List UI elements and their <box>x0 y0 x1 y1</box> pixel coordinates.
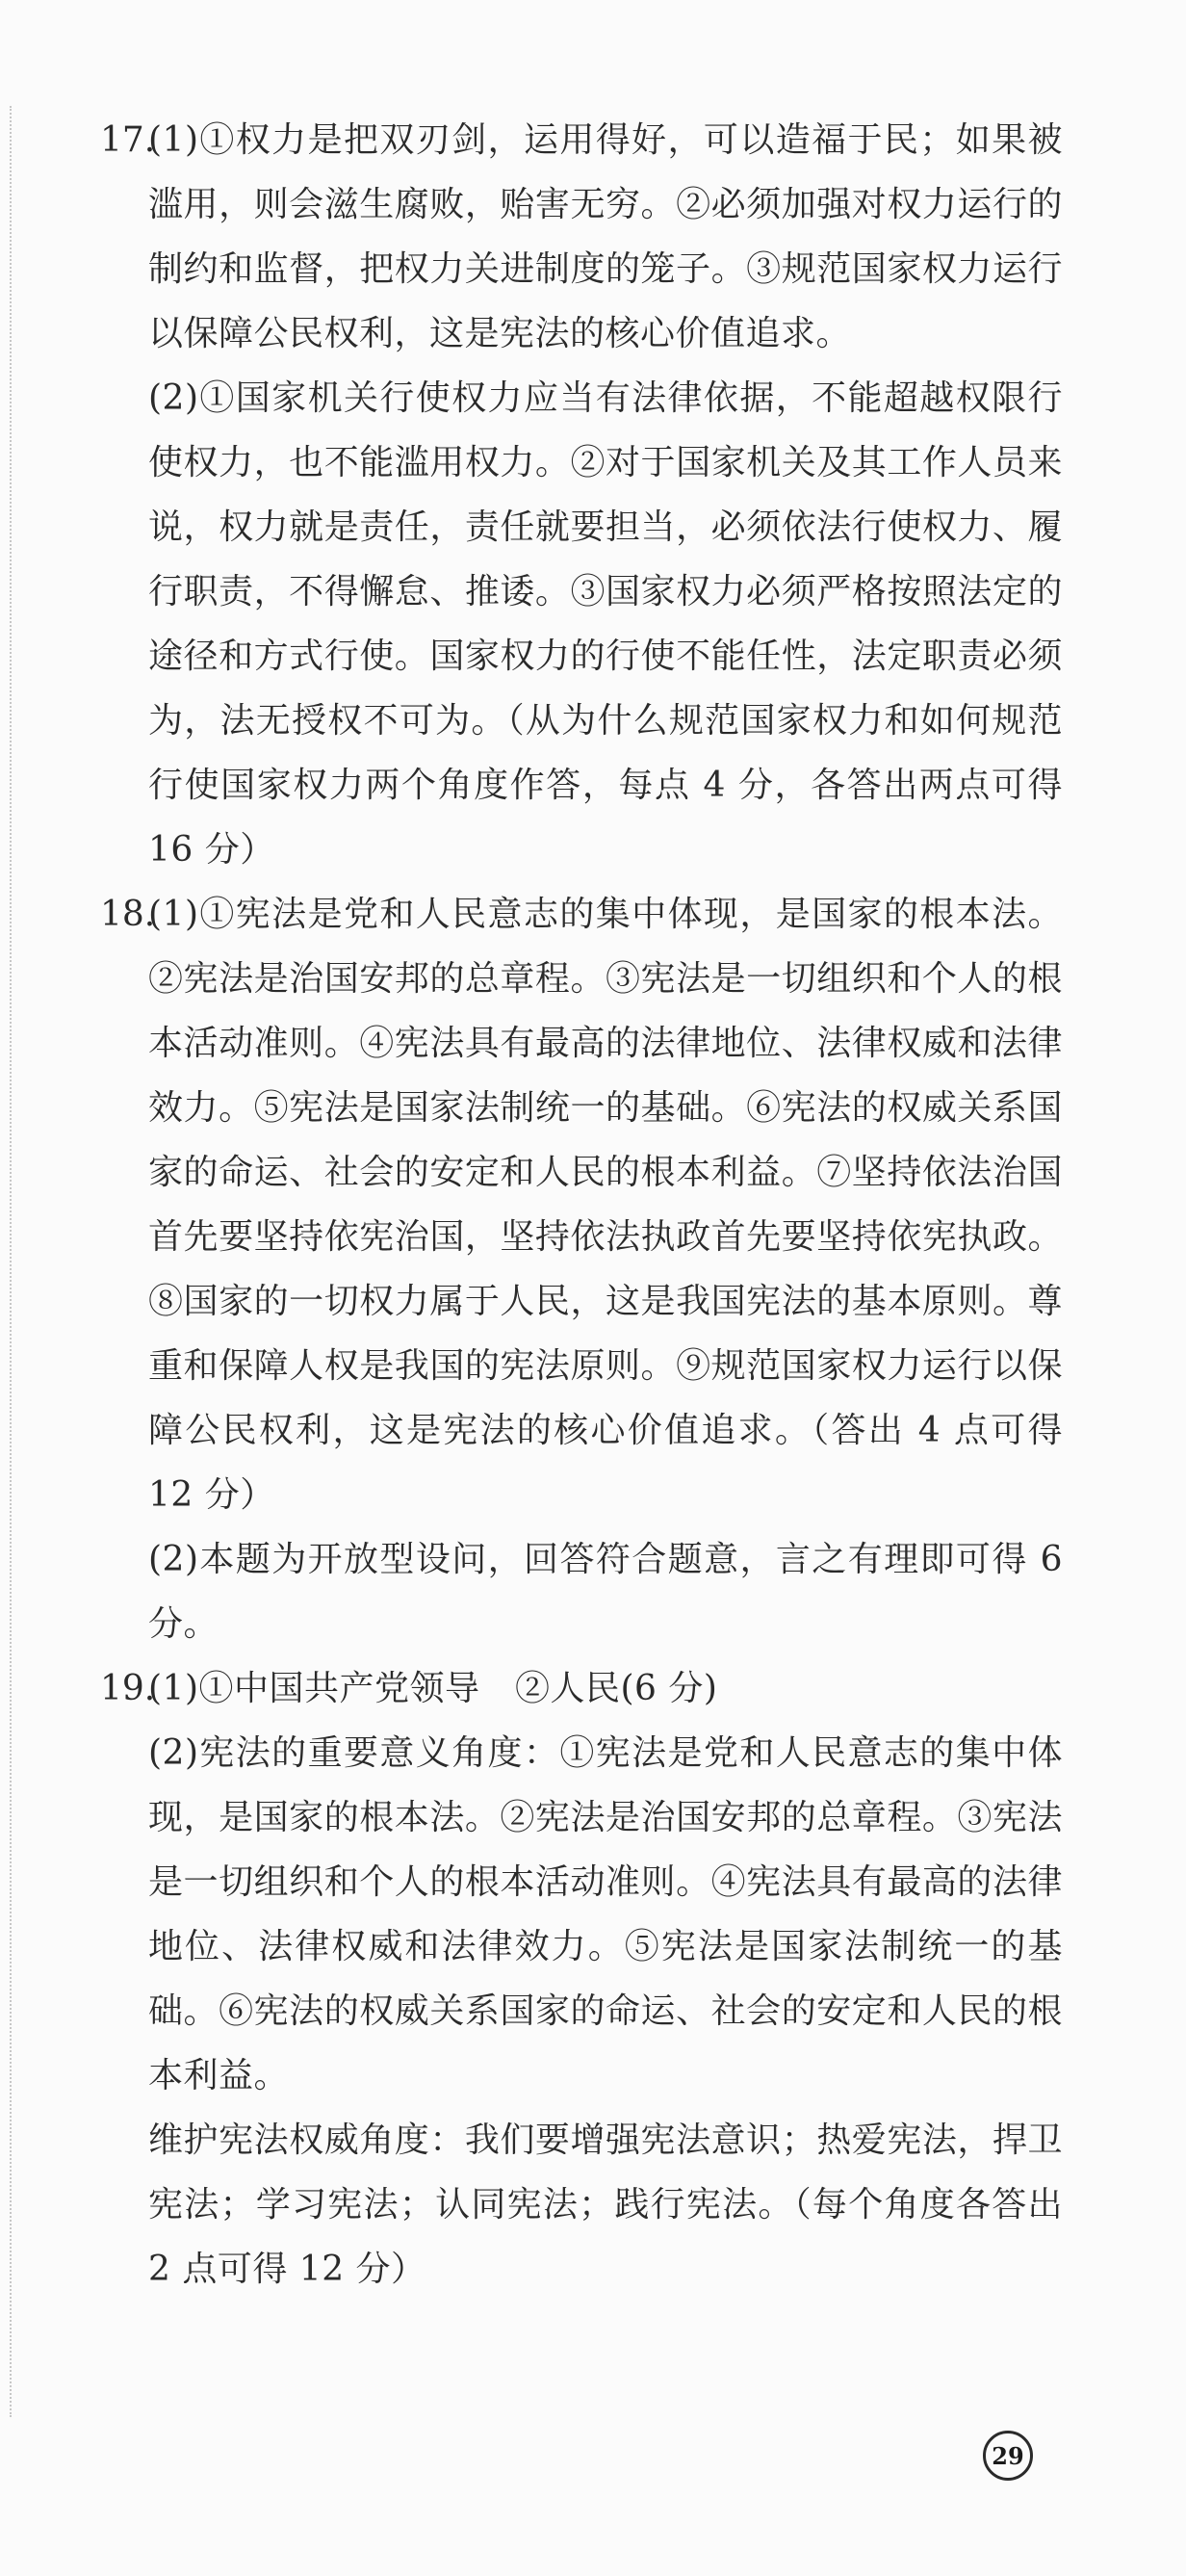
answer-part: (1)①中国共产党领导 ②人民(6 分) <box>148 1669 718 1708</box>
answer-part: 维护宪法权威角度：我们要增强宪法意识；热爱宪法，捍卫宪法；学习宪法；认同宪法；践行宪法。（每个角度各答出 2 点可得 12 分） <box>148 2121 1063 2289</box>
page-number: 29 <box>983 2431 1033 2481</box>
answer-part: (1)①宪法是党和人民意志的集中体现，是国家的根本法。②宪法是治国安邦的总章程。③宪法是一切组织和个人的根本活动准则。④宪法具有最高的法律地位、法律权威和法律效力。⑤宪法是国家法制统一的基础。⑥宪法的权威关系国家的命运、社会的安定和人民的根本利益。⑦坚持依法治国首先要坚持依宪治国，坚持依法执政首先要坚持依宪执政。⑧国家的一切权力属于人民，这是我国宪法的基本原则。尊重和保障人权是我国的宪法原则。⑨规范国家权力运行以保障公民权利，这是宪法的核心价值追求。（答出 4 点可得 12 分） <box>148 895 1063 1515</box>
question-number: 19. <box>100 1669 156 1708</box>
answer-part: (2)宪法的重要意义角度：①宪法是党和人民意志的集中体现，是国家的根本法。②宪法是治国安邦的总章程。③宪法是一切组织和个人的根本活动准则。④宪法具有最高的法律地位、法律权威和法律效力。⑤宪法是国家法制统一的基础。⑥宪法的权威关系国家的命运、社会的安定和人民的根本利益。 <box>148 1733 1063 2095</box>
answer-part: (2)①国家机关行使权力应当有法律依据，不能超越权限行使权力，也不能滥用权力。②对于国家机关及其工作人员来说，权力就是责任，责任就要担当，必须依法行使权力、履行职责，不得懈怠、推诿。③国家权力必须严格按照法定的途径和方式行使。国家权力的行使不能任性，法定职责必须为，法无授权不可为。（从为什么规范国家权力和如何规范行使国家权力两个角度作答，每点 4 分，各答出两点可得 16 分） <box>148 378 1063 870</box>
answer-content <box>100 108 1063 2302</box>
question-18 <box>100 882 1063 1656</box>
answer-part: (2)本题为开放型设问，回答符合题意，言之有理即可得 6 分。 <box>148 1540 1063 1644</box>
answer-part: (1)①权力是把双刃剑，运用得好，可以造福于民；如果被滥用，则会滋生腐败，贻害无穷。②必须加强对权力运行的制约和监督，把权力关进制度的笼子。③规范国家权力运行以保障公民权利，这是宪法的核心价值追求。 <box>148 120 1063 353</box>
question-number: 17. <box>100 120 156 160</box>
question-19 <box>100 1656 1063 2302</box>
question-17 <box>100 108 1063 882</box>
question-number: 18. <box>100 895 156 934</box>
margin-dotted-line <box>10 106 12 2417</box>
